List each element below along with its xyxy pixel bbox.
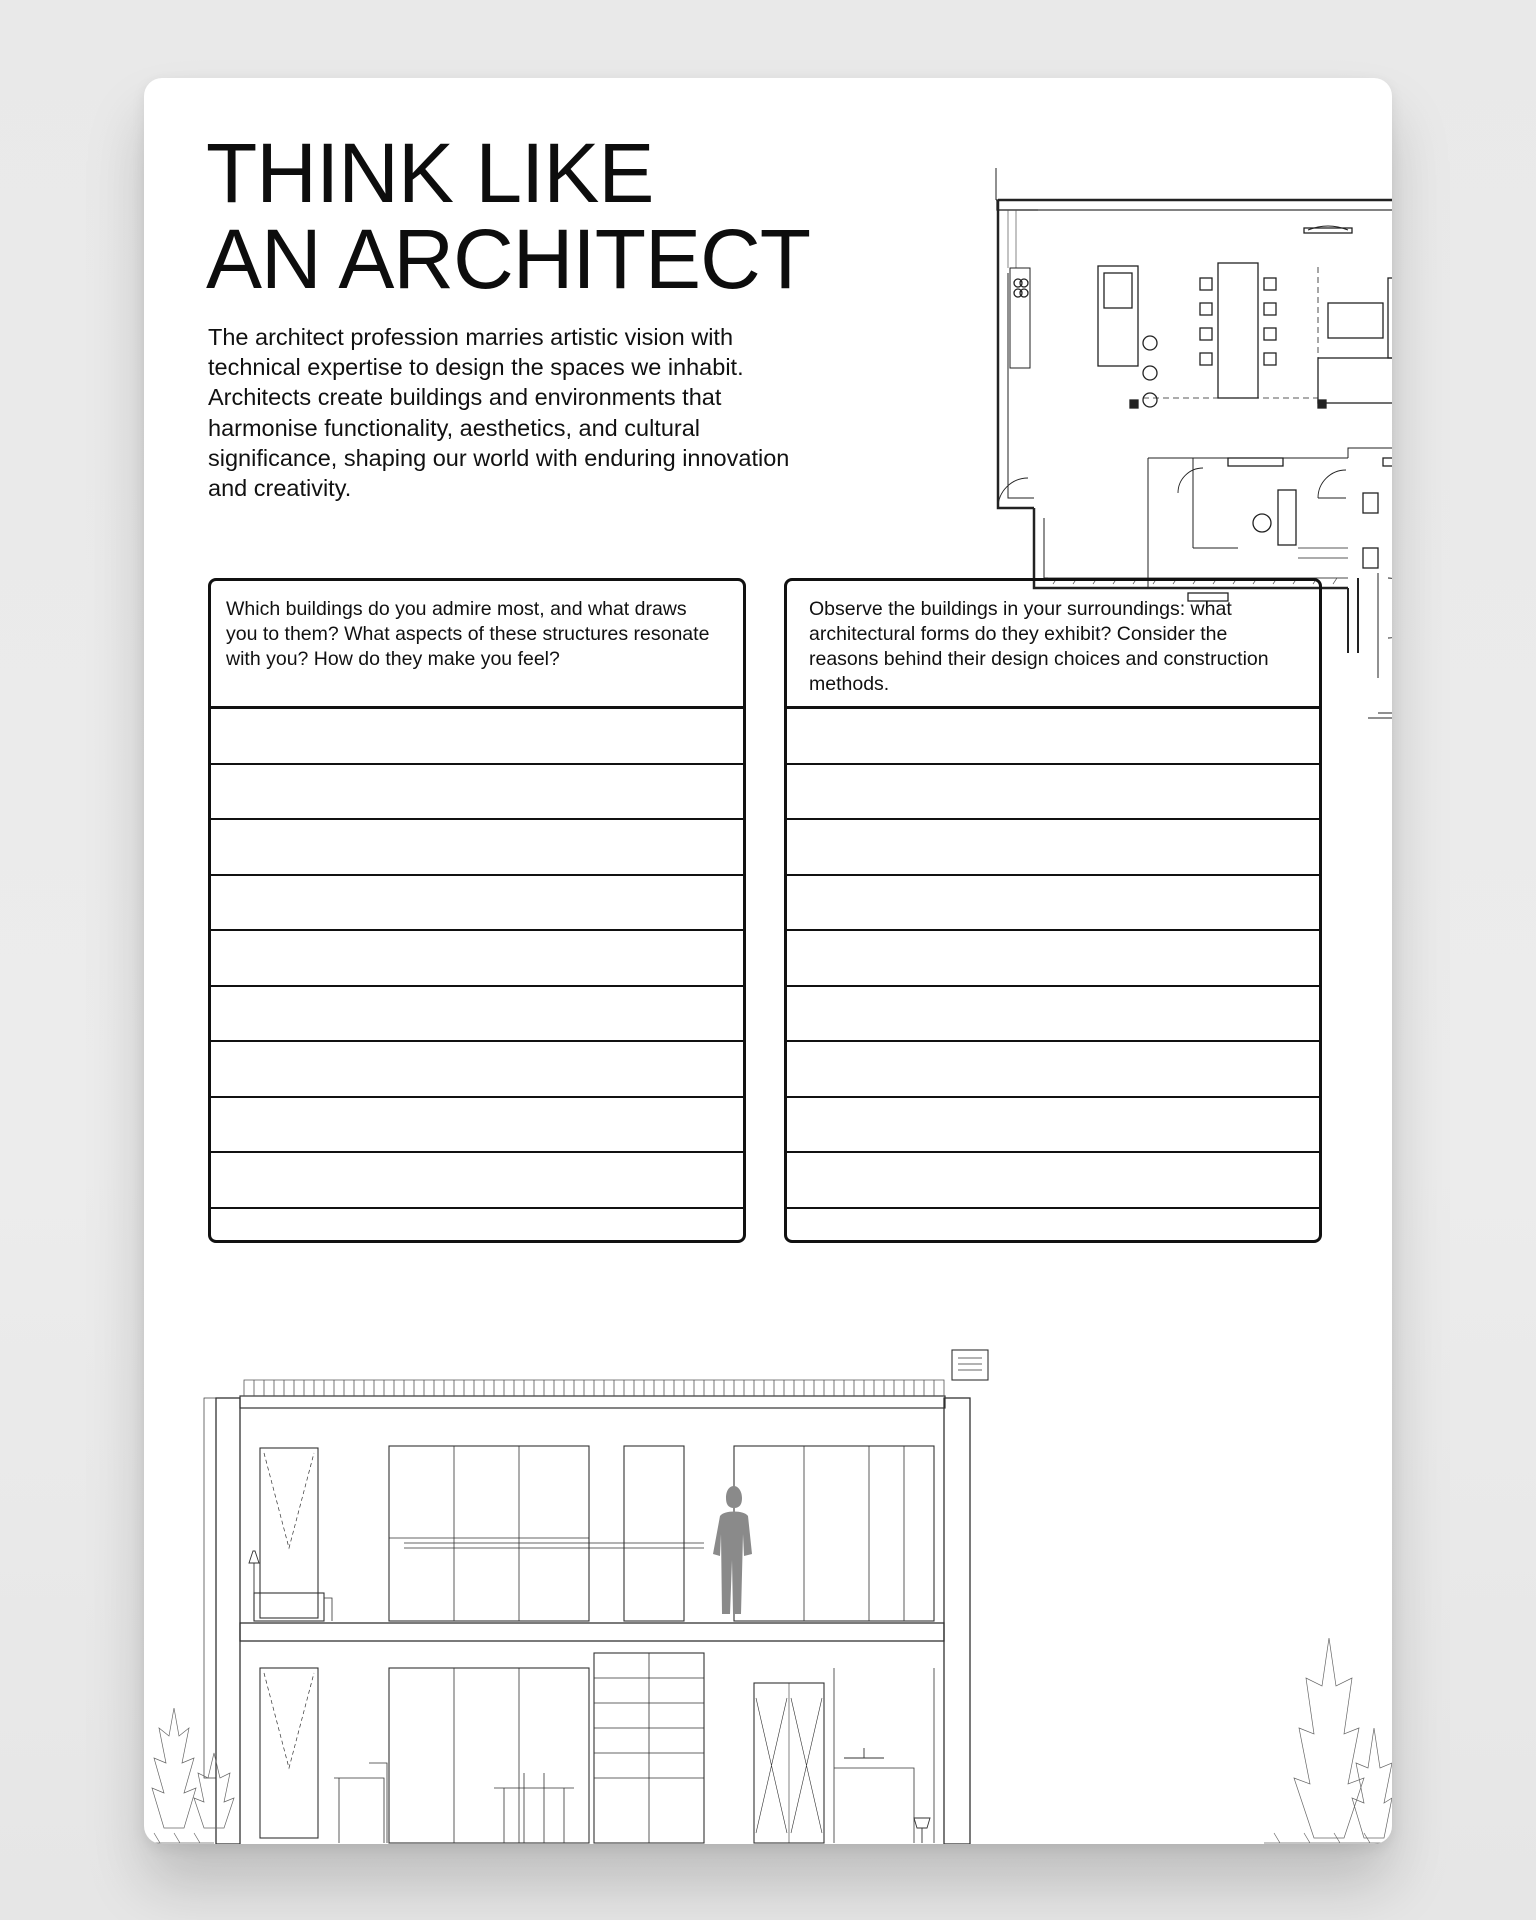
answer-line[interactable]	[787, 876, 1319, 932]
house-cross-section-drawing	[144, 1258, 1392, 1844]
answer-line[interactable]	[787, 765, 1319, 821]
answer-line[interactable]	[211, 1098, 743, 1154]
intro-paragraph: The architect profession marries artistic vision with technical expertise to design the spaces we inhabit. Architects create buildings and environments that harmonise functionality, aesthetics, and cultural significance, shaping our world with enduring innovation and creativity.	[208, 324, 790, 502]
answer-line[interactable]	[211, 1042, 743, 1098]
answer-line[interactable]	[787, 820, 1319, 876]
question-card-1	[208, 578, 746, 1243]
title-line-1: THINK LIKE	[206, 126, 654, 220]
worksheet-page	[144, 78, 1392, 1844]
answer-line[interactable]	[211, 987, 743, 1043]
answer-line[interactable]	[211, 1209, 743, 1244]
answer-line[interactable]	[211, 876, 743, 932]
answer-line[interactable]	[211, 765, 743, 821]
question-prompt: Which buildings do you admire most, and what draws you to them? What aspects of these structures resonate with you? How do they make you feel?	[211, 581, 743, 709]
question-prompt: Observe the buildings in your surroundings: what architectural forms do they exhibit? Consider the reasons behind their design choices and construction methods.	[787, 581, 1319, 709]
answer-line[interactable]	[211, 709, 743, 765]
answer-line[interactable]	[787, 1042, 1319, 1098]
answer-line[interactable]	[211, 1153, 743, 1209]
answer-line[interactable]	[787, 931, 1319, 987]
answer-line[interactable]	[787, 709, 1319, 765]
title-line-2: AN ARCHITECT	[206, 212, 811, 306]
answer-line[interactable]	[211, 931, 743, 987]
question-card-2	[784, 578, 1322, 1243]
answer-line[interactable]	[211, 820, 743, 876]
answer-line[interactable]	[787, 987, 1319, 1043]
worksheet-title	[206, 126, 811, 306]
answer-line[interactable]	[787, 1209, 1319, 1244]
answer-line[interactable]	[787, 1153, 1319, 1209]
answer-line[interactable]	[787, 1098, 1319, 1154]
person-figure	[713, 1486, 752, 1614]
